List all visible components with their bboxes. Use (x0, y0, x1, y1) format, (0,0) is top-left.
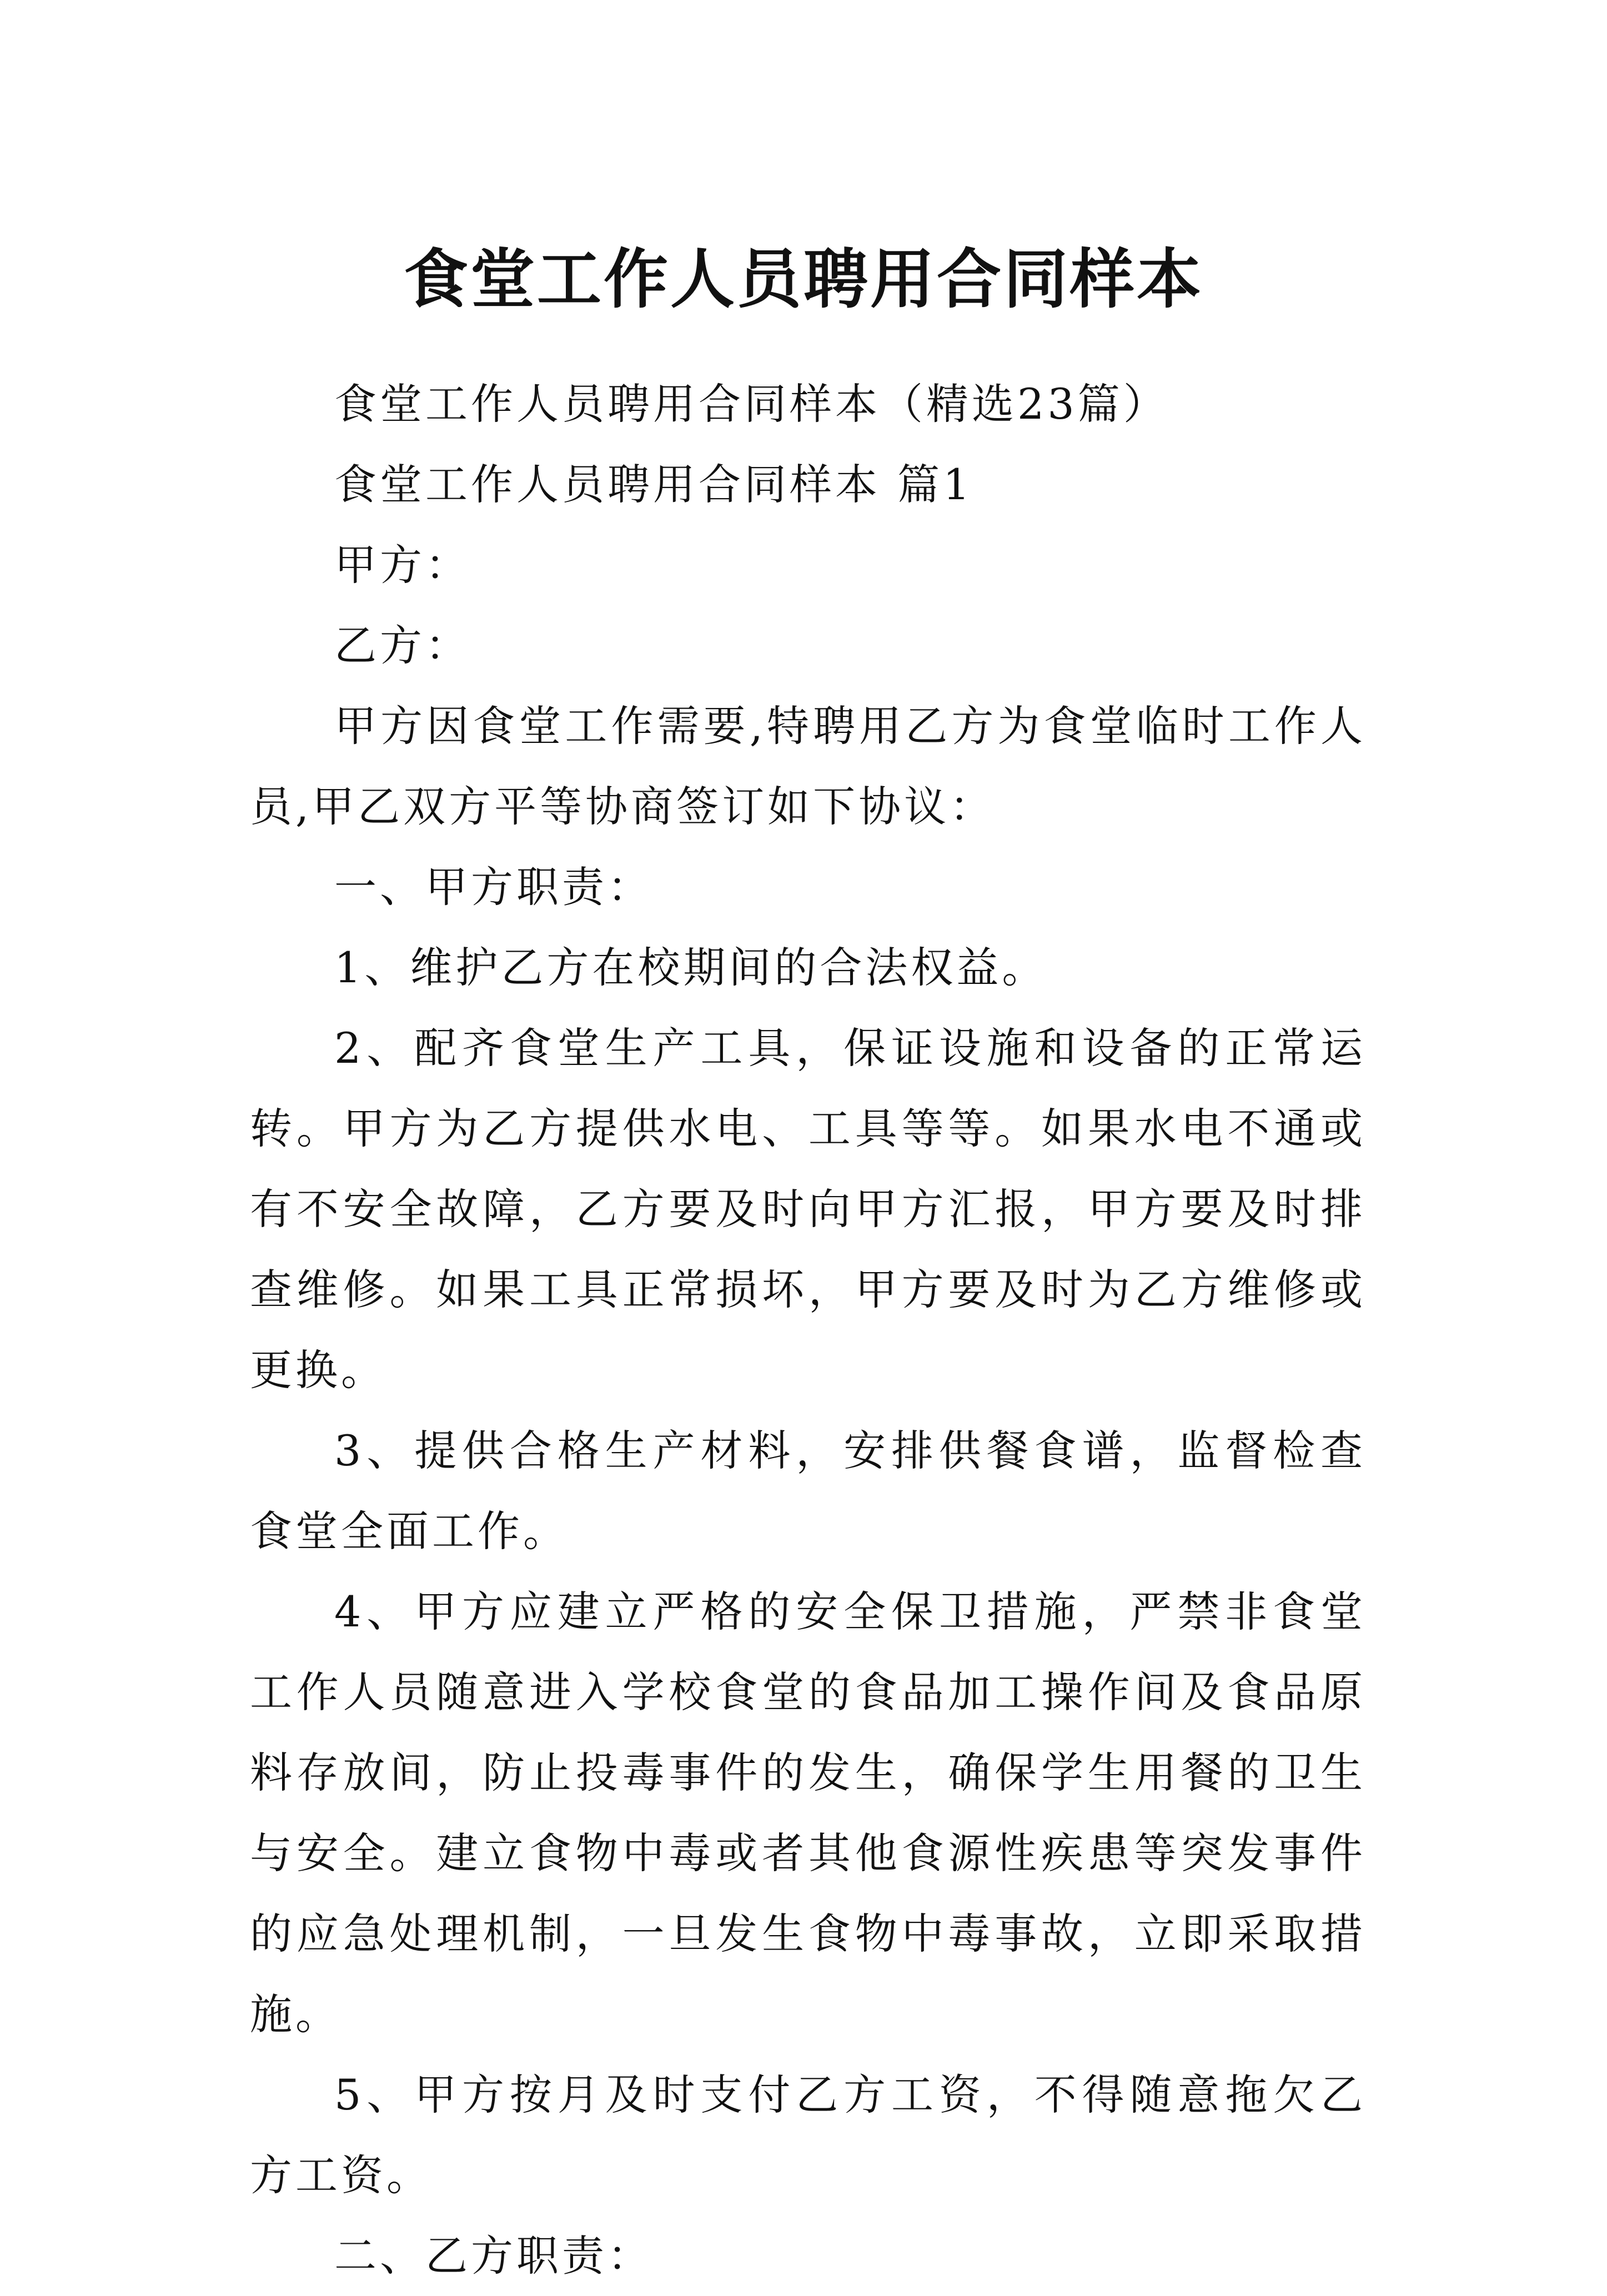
paragraph-party-a: 甲方： (334, 540, 471, 590)
paragraph-party-a-duties-heading: 一、甲方职责： (334, 862, 653, 912)
document-body (250, 364, 1366, 2296)
paragraph-party-b-duties-heading: 二、乙方职责： (334, 2231, 653, 2280)
paragraph-section-heading: 食堂工作人员聘用合同样本 篇1 (334, 460, 973, 509)
paragraph-subtitle: 食堂工作人员聘用合同样本（精选23篇） (334, 379, 1169, 429)
paragraph-clause-4: 4、甲方应建立严格的安全保卫措施，严禁非食堂工作人员随意进入学校食堂的食品加工操作间及食品原料存放间，防止投毒事件的发生，确保学生用餐的卫生与安全。建立食物中毒或者其他食源性疾患等突发事件的应急处理机制，一旦发生食物中毒事故，立即采取措施。 (250, 1587, 1366, 2039)
paragraph-party-b: 乙方： (334, 621, 471, 670)
paragraph-clause-3: 3、提供合格生产材料，安排供餐食谱，监督检查食堂全面工作。 (250, 1426, 1366, 1556)
document-title: 食堂工作人员聘用合同样本 (404, 241, 1203, 317)
paragraph-clause-1: 1、维护乙方在校期间的合法权益。 (334, 943, 1048, 992)
paragraph-clause-5: 5、甲方按月及时支付乙方工资，不得随意拖欠乙方工资。 (250, 2070, 1366, 2200)
paragraph-preamble: 甲方因食堂工作需要,特聘用乙方为食堂临时工作人员,甲乙双方平等协商签订如下协议： (250, 701, 1366, 831)
paragraph-clause-2: 2、配齐食堂生产工具，保证设施和设备的正常运转。甲方为乙方提供水电、工具等等。如果水电不通或有不安全故障，乙方要及时向甲方汇报，甲方要及时排查维修。如果工具正常损坏，甲方要及时为乙方维修或更换。 (250, 1023, 1366, 1395)
